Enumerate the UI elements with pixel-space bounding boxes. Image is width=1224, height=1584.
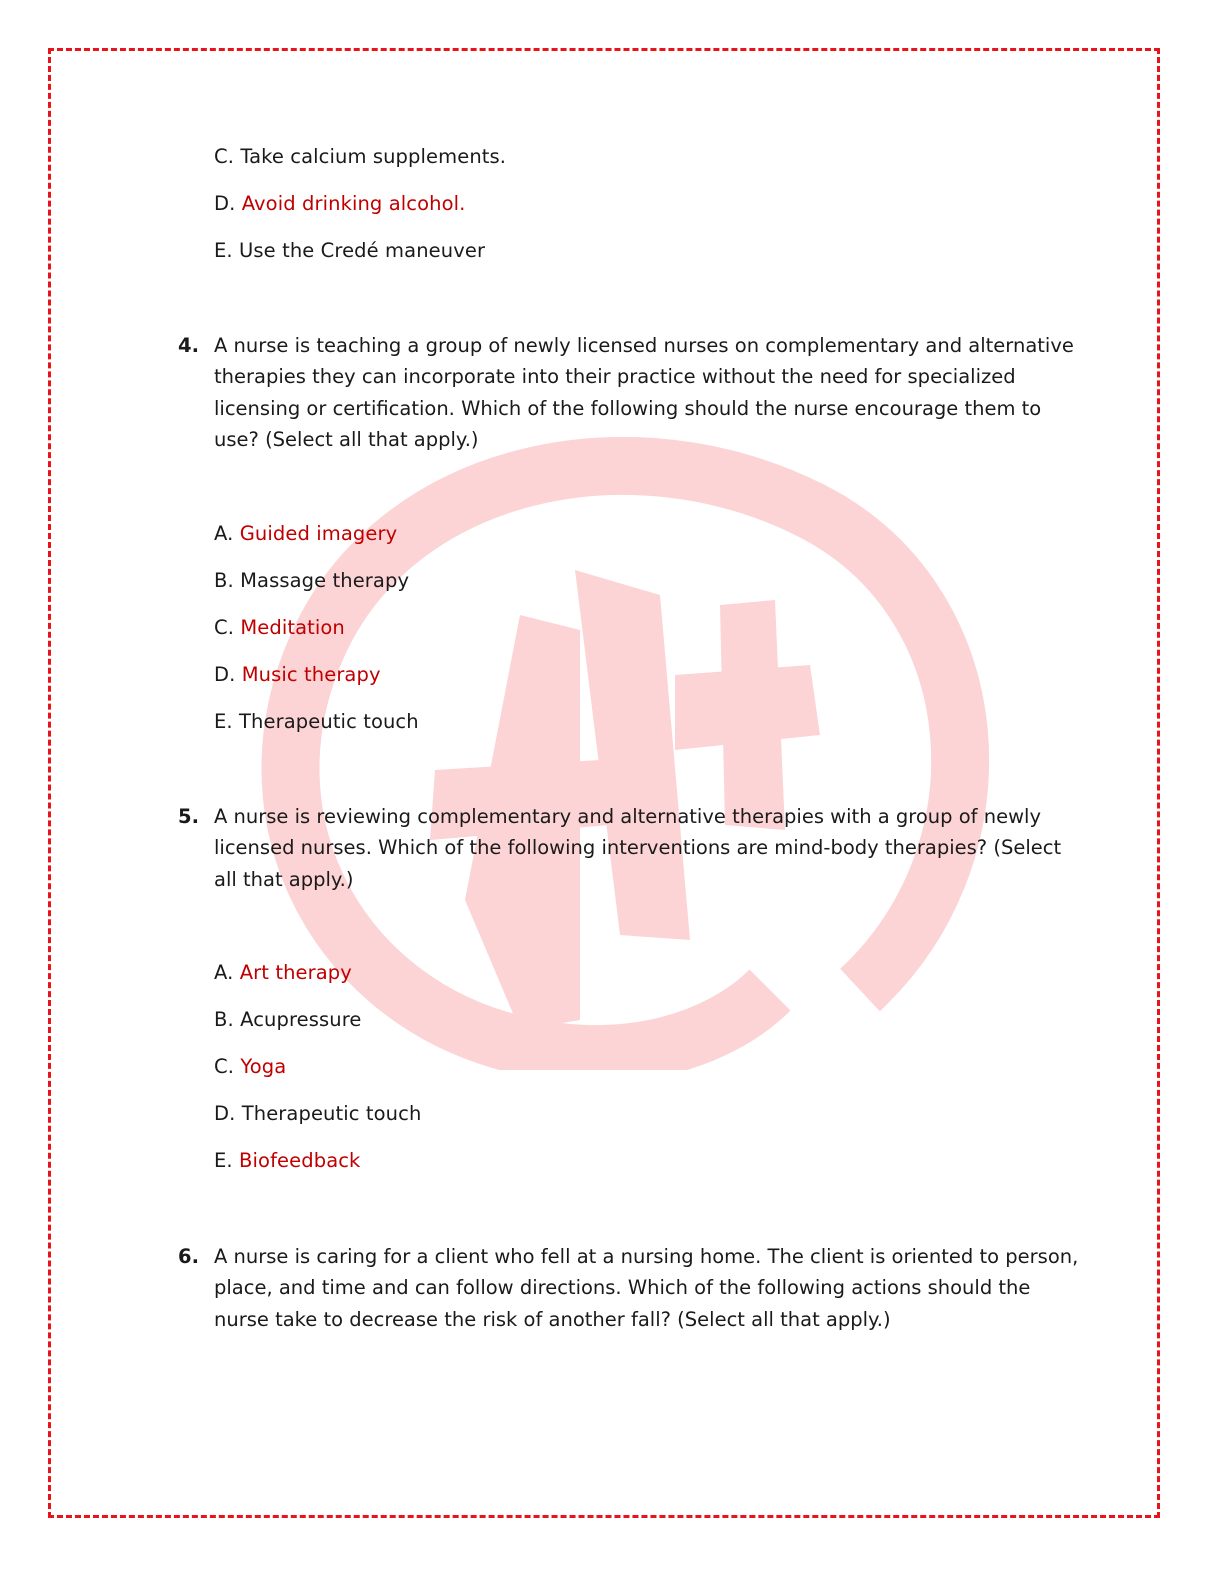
- question-text: A nurse is teaching a group of newly licensed nurses on complementary and alternative therapies they can incorporate into their practice without the need for specialized licensing or certification. Which of the following should the nurse encourage them to use? (Select all that apply.): [214, 334, 1074, 451]
- option-d: D. Music therapy: [214, 663, 381, 686]
- option-e: E. Therapeutic touch: [214, 710, 419, 733]
- option-d: D. Therapeutic touch: [214, 1102, 422, 1125]
- option-c: C. Meditation: [214, 616, 345, 639]
- question-text: A nurse is caring for a client who fell at a nursing home. The client is oriented to person, place, and time and can follow directions. Which of the following actions should the nurse take to decrease the risk of another fall? (Select all that apply.): [214, 1245, 1079, 1331]
- option-a: A. Guided imagery: [214, 522, 398, 545]
- option-d: D. Avoid drinking alcohol.: [214, 192, 466, 215]
- question-number: 4.: [178, 334, 199, 357]
- question-number: 6.: [178, 1245, 199, 1268]
- question-text: A nurse is reviewing complementary and alternative therapies with a group of newly licensed nurses. Which of the following interventions are mind-body therapies? (Select all that apply.): [214, 805, 1062, 891]
- option-e: E. Use the Credé maneuver: [214, 239, 486, 262]
- option-b: B. Massage therapy: [214, 569, 410, 592]
- option-c: C. Yoga: [214, 1055, 287, 1078]
- option-e: E. Biofeedback: [214, 1149, 361, 1172]
- option-a: A. Art therapy: [214, 961, 352, 984]
- option-c: C. Take calcium supplements.: [214, 145, 507, 168]
- option-b: B. Acupressure: [214, 1008, 362, 1031]
- question-number: 5.: [178, 805, 199, 828]
